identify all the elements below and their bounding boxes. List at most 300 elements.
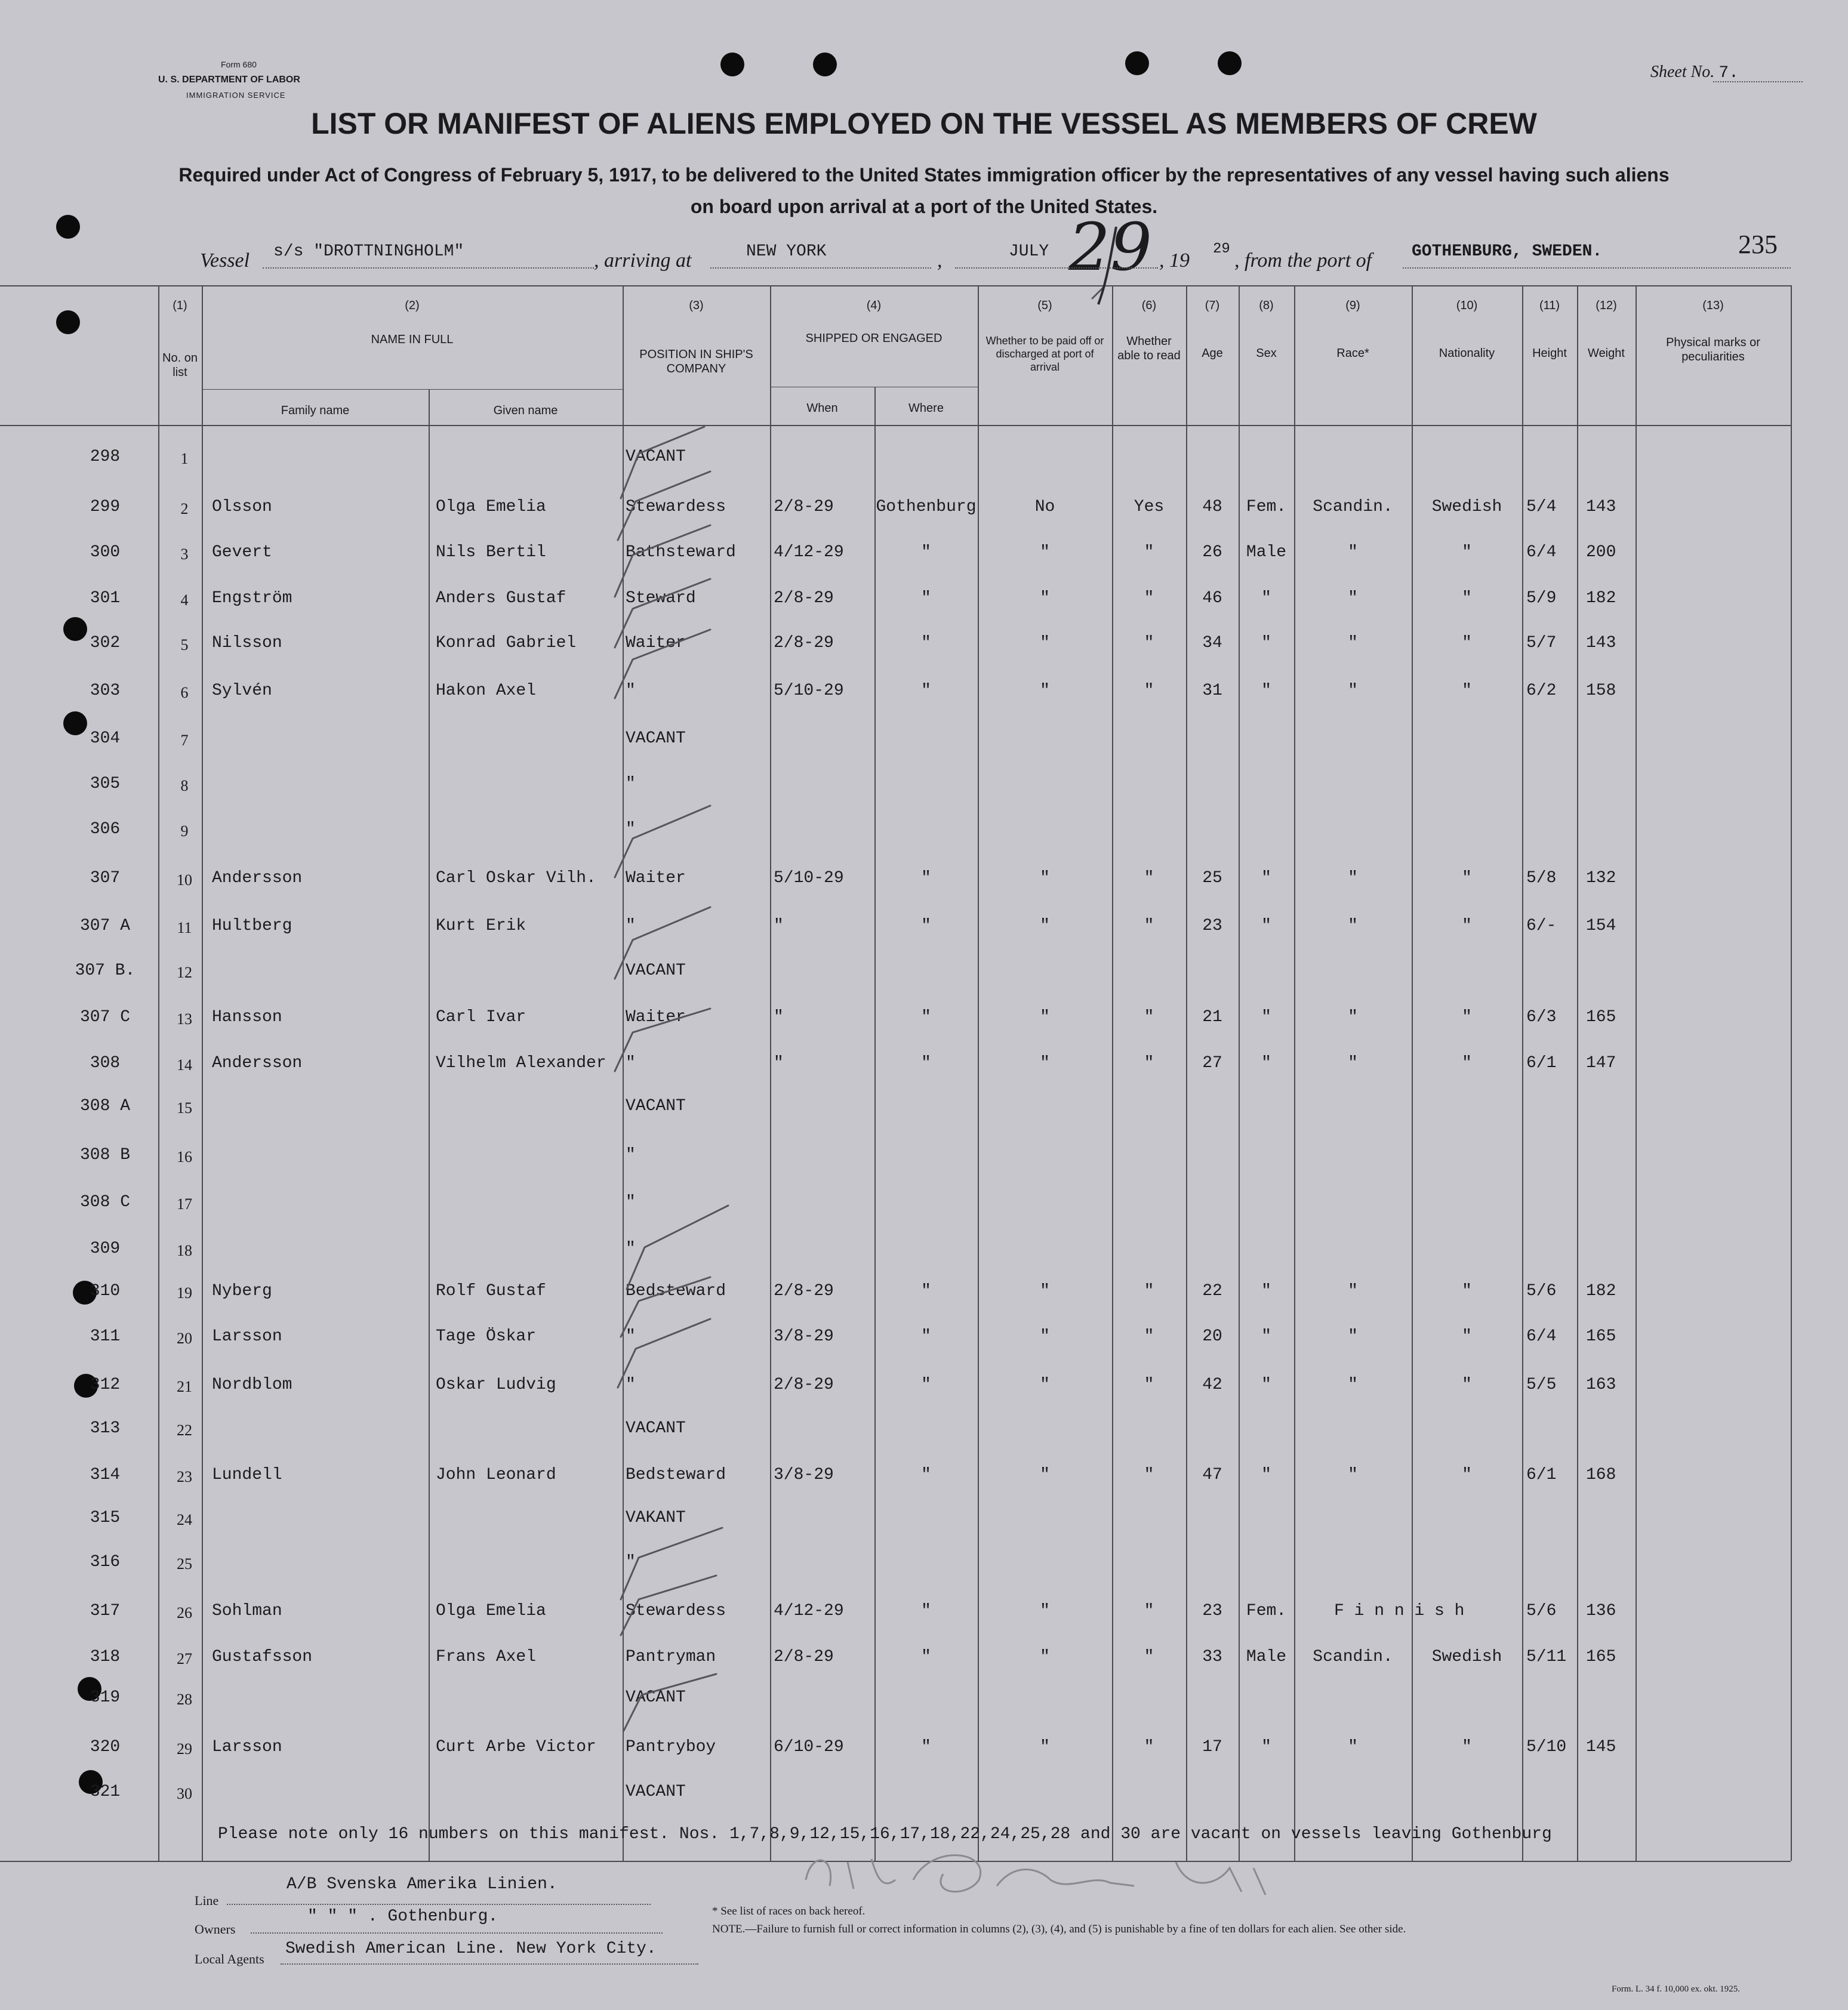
serial-number: 303	[90, 682, 121, 700]
position: "	[626, 1240, 636, 1258]
given-name: Curt Arbe Victor	[436, 1738, 596, 1756]
position: "	[626, 917, 636, 935]
list-number: 23	[177, 1468, 192, 1485]
age: 22	[1202, 1282, 1222, 1300]
given-name: Tage Öskar	[436, 1327, 537, 1346]
paid-off: "	[1040, 869, 1050, 887]
serial-number: 311	[90, 1327, 121, 1346]
height: 5/7	[1526, 634, 1557, 652]
serial-number: 320	[90, 1738, 121, 1756]
shipped-where: "	[921, 1327, 931, 1346]
height: 5/11	[1526, 1648, 1567, 1666]
col-where: Where	[908, 402, 944, 415]
col-when: When	[806, 402, 838, 415]
serial-number: 308 A	[79, 1097, 130, 1115]
list-number: 20	[177, 1330, 192, 1347]
col-shipped-engaged: SHIPPED OR ENGAGED	[805, 332, 943, 345]
shipped-where: "	[921, 634, 931, 652]
shipped-where: "	[921, 1376, 931, 1394]
list-number: 12	[177, 964, 192, 981]
list-number: 8	[180, 777, 189, 794]
col-weight: Weight	[1588, 347, 1625, 360]
list-number: 7	[180, 732, 189, 749]
list-number: 29	[177, 1740, 192, 1758]
vessel-label: Vessel	[200, 249, 250, 272]
given-name: Kurt Erik	[436, 917, 526, 935]
shipped-when: 2/8-29	[774, 1648, 834, 1666]
weight: 147	[1586, 1054, 1616, 1072]
col12-number: (12)	[1596, 299, 1617, 312]
serial-number: 308	[90, 1054, 121, 1072]
able-to-read: "	[1144, 1008, 1154, 1026]
height: 6/1	[1526, 1466, 1557, 1484]
pencil-check	[615, 579, 710, 648]
paid-off: "	[1040, 1327, 1050, 1346]
list-number: 24	[177, 1511, 192, 1528]
family-name: Andersson	[212, 869, 303, 887]
sex: "	[1261, 682, 1271, 700]
family-name: Nyberg	[212, 1282, 272, 1300]
age: 48	[1202, 498, 1222, 516]
nationality: "	[1462, 1054, 1472, 1072]
nationality: "	[1462, 543, 1472, 562]
col9-number: (9)	[1345, 299, 1360, 312]
paid-off: "	[1040, 1466, 1050, 1484]
sex: "	[1261, 1054, 1271, 1072]
serial-number: 312	[90, 1376, 121, 1394]
height: 6/2	[1526, 682, 1557, 700]
list-number: 6	[180, 684, 189, 701]
serial-number: 306	[90, 820, 121, 838]
shipped-when: 5/10-29	[774, 869, 844, 887]
paid-off: "	[1040, 1376, 1050, 1394]
sex: "	[1261, 869, 1271, 887]
sex: "	[1261, 1376, 1271, 1394]
position: Stewardess	[626, 498, 726, 516]
position: VACANT	[626, 1688, 686, 1707]
position: "	[626, 1376, 636, 1394]
sex: "	[1261, 1008, 1271, 1026]
height: 6/1	[1526, 1054, 1557, 1072]
weight: 132	[1586, 869, 1616, 887]
position: VACANT	[626, 1419, 686, 1438]
race: "	[1348, 1054, 1358, 1072]
list-number: 16	[177, 1148, 192, 1166]
position: "	[626, 1553, 636, 1571]
given-name: John Leonard	[436, 1466, 556, 1484]
position: Waiter	[626, 869, 686, 887]
sex: "	[1261, 1738, 1271, 1756]
able-to-read: "	[1144, 1738, 1154, 1756]
given-name: Carl Oskar Vilh.	[436, 869, 596, 887]
col-name-in-full: NAME IN FULL	[371, 333, 454, 346]
serial-number: 307 C	[79, 1008, 130, 1026]
height: 5/5	[1526, 1376, 1557, 1394]
shipped-when: 3/8-29	[774, 1327, 834, 1346]
race: F i n n i s h	[1334, 1602, 1465, 1620]
able-to-read: "	[1144, 1602, 1154, 1620]
shipped-where: "	[921, 682, 931, 700]
serial-number: 321	[90, 1783, 121, 1801]
given-name: Hakon Axel	[436, 682, 537, 700]
serial-number: 317	[90, 1602, 121, 1620]
col10-number: (10)	[1456, 299, 1478, 312]
given-name: Rolf Gustaf	[436, 1282, 546, 1300]
weight: 182	[1586, 589, 1616, 608]
serial-number: 301	[90, 589, 121, 608]
arrival-month: JULY	[1009, 242, 1049, 261]
sex: Male	[1246, 543, 1287, 562]
vacancy-note: Please note only 16 numbers on this manifest. Nos. 1,7,8,9,12,15,16,17,18,22,24,25,28 and 30 are vacant on vessels leaving Gothenburg	[218, 1825, 1552, 1843]
pencil-check	[621, 427, 704, 498]
line-value: A/B Svenska Amerika Linien.	[287, 1875, 558, 1894]
paid-off: "	[1040, 917, 1050, 935]
race: "	[1348, 1282, 1358, 1300]
able-to-read: "	[1144, 869, 1154, 887]
pencil-check	[621, 1576, 716, 1635]
given-name: Anders Gustaf	[436, 589, 566, 608]
races-note: * See list of races on back hereof.	[712, 1905, 866, 1917]
shipped-when: "	[774, 1054, 784, 1072]
serial-number: 318	[90, 1648, 121, 1666]
paid-off: "	[1040, 543, 1050, 562]
col-sex: Sex	[1256, 347, 1277, 360]
list-number: 14	[177, 1056, 192, 1074]
list-number: 18	[177, 1242, 192, 1259]
age: 26	[1202, 543, 1222, 562]
serial-number: 299	[90, 498, 121, 516]
shipped-where: "	[921, 1648, 931, 1666]
race: "	[1348, 589, 1358, 608]
race: "	[1348, 543, 1358, 562]
agents-label: Local Agents	[195, 1952, 264, 1966]
position: Waiter	[626, 634, 686, 652]
col2-number: (2)	[405, 299, 420, 312]
weight: 158	[1586, 682, 1616, 700]
list-number: 19	[177, 1284, 192, 1302]
family-name: Sohlman	[212, 1602, 282, 1620]
race: "	[1348, 1466, 1358, 1484]
position: Steward	[626, 589, 696, 608]
given-name: Konrad Gabriel	[436, 634, 577, 652]
pencil-check	[615, 1009, 710, 1071]
position: "	[626, 682, 636, 700]
shipped-when: 4/12-29	[774, 543, 844, 562]
given-name: Olga Emelia	[436, 498, 546, 516]
sex: Male	[1246, 1648, 1287, 1666]
list-number: 2	[180, 500, 189, 517]
weight: 163	[1586, 1376, 1616, 1394]
serial-number: 319	[90, 1688, 121, 1707]
age: 17	[1202, 1738, 1222, 1756]
given-name: Carl Ivar	[436, 1008, 526, 1026]
from-label: , from the port of	[1234, 249, 1372, 272]
race: "	[1348, 869, 1358, 887]
nationality: "	[1462, 634, 1472, 652]
col-no-on-list: No. on list	[162, 352, 198, 379]
sheet-value: 7.	[1718, 64, 1739, 82]
serial-number: 300	[90, 543, 121, 562]
race: "	[1348, 634, 1358, 652]
position: Bedsteward	[626, 1466, 726, 1484]
sex: "	[1261, 1282, 1271, 1300]
position: Stewardess	[626, 1602, 726, 1620]
position: VACANT	[626, 729, 686, 748]
position: Waiter	[626, 1008, 686, 1026]
position: "	[626, 775, 636, 793]
shipped-when: 2/8-29	[774, 1376, 834, 1394]
position: "	[626, 1146, 636, 1164]
sex: "	[1261, 1466, 1271, 1484]
serial-number: 310	[90, 1282, 121, 1300]
family-name: Gustafsson	[212, 1648, 313, 1666]
family-name: Andersson	[212, 1054, 303, 1072]
col-given-name: Given name	[493, 404, 558, 417]
serial-number: 302	[90, 634, 121, 652]
pencil-check	[618, 1319, 710, 1388]
family-name: Sylvén	[212, 682, 272, 700]
col-age: Age	[1202, 347, 1223, 360]
pencil-check	[624, 1674, 716, 1731]
page-number: 235	[1738, 230, 1778, 259]
sex: Fem.	[1246, 498, 1287, 516]
height: 5/6	[1526, 1602, 1557, 1620]
shipped-when: 2/8-29	[774, 634, 834, 652]
age: 27	[1202, 1054, 1222, 1072]
position: VACANT	[626, 961, 686, 980]
paid-off: "	[1040, 1282, 1050, 1300]
given-name: Nils Bertil	[436, 543, 546, 562]
race: "	[1348, 682, 1358, 700]
height: 6/3	[1526, 1008, 1557, 1026]
col4-number: (4)	[866, 299, 882, 312]
nationality: "	[1462, 1376, 1472, 1394]
age: 23	[1202, 917, 1222, 935]
race: "	[1348, 1327, 1358, 1346]
height: 5/9	[1526, 589, 1557, 608]
list-number: 15	[177, 1099, 192, 1117]
able-to-read: "	[1144, 589, 1154, 608]
shipped-where: "	[921, 1282, 931, 1300]
paid-off: No	[1034, 498, 1055, 516]
arrival-day: 29	[1068, 209, 1152, 285]
nationality: "	[1462, 1008, 1472, 1026]
position: Bathsteward	[626, 543, 736, 562]
position: VACANT	[626, 1783, 686, 1801]
col-paid-off: Whether to be paid off or discharged at port of arrival	[985, 335, 1104, 373]
family-name: Hansson	[212, 1008, 282, 1026]
serial-number: 305	[90, 775, 121, 793]
position: VACANT	[626, 448, 686, 466]
able-to-read: "	[1144, 1054, 1154, 1072]
list-number: 28	[177, 1691, 192, 1708]
list-number: 27	[177, 1650, 192, 1667]
weight: 168	[1586, 1466, 1616, 1484]
shipped-when: 6/10-29	[774, 1738, 844, 1756]
list-number: 30	[177, 1785, 192, 1802]
paid-off: "	[1040, 1648, 1050, 1666]
serial-number: 298	[90, 448, 121, 466]
height: 6/4	[1526, 1327, 1557, 1346]
col-height: Height	[1532, 347, 1567, 360]
list-number: 26	[177, 1604, 192, 1621]
nationality: "	[1462, 1282, 1472, 1300]
age: 47	[1202, 1466, 1222, 1484]
from-port: GOTHENBURG, SWEDEN.	[1412, 242, 1603, 261]
signature	[806, 1855, 1265, 1895]
weight: 136	[1586, 1602, 1616, 1620]
given-name: Vilhelm Alexander	[436, 1054, 606, 1072]
position: VAKANT	[626, 1509, 686, 1527]
race: Scandin.	[1313, 498, 1393, 516]
fine-note: NOTE.—Failure to furnish full or correct information in columns (2), (3), (4), and (5) is punishable by a fine of ten dollars for each alien. See other side.	[712, 1923, 1406, 1935]
owners-label: Owners	[195, 1922, 236, 1937]
age: 25	[1202, 869, 1222, 887]
serial-number: 308 C	[79, 1193, 130, 1211]
department-name: U. S. DEPARTMENT OF LABOR	[158, 75, 300, 85]
able-to-read: "	[1144, 1282, 1154, 1300]
nationality: "	[1462, 1738, 1472, 1756]
age: 33	[1202, 1648, 1222, 1666]
col-position: POSITION IN SHIP'S COMPANY	[639, 348, 753, 375]
arrival-port: NEW YORK	[746, 242, 827, 261]
weight: 165	[1586, 1327, 1616, 1346]
pencil-check	[615, 907, 710, 979]
race: "	[1348, 1376, 1358, 1394]
sex: "	[1261, 634, 1271, 652]
weight: 165	[1586, 1648, 1616, 1666]
age: 21	[1202, 1008, 1222, 1026]
family-name: Lundell	[212, 1466, 282, 1484]
owners-value: " " " . Gothenburg.	[307, 1907, 498, 1926]
form-number: Form 680	[221, 60, 257, 69]
pencil-check	[615, 525, 710, 597]
shipped-when: 2/8-29	[774, 589, 834, 608]
age: 20	[1202, 1327, 1222, 1346]
weight: 165	[1586, 1008, 1616, 1026]
race: "	[1348, 917, 1358, 935]
family-name: Olsson	[212, 498, 272, 516]
pencil-check	[621, 1277, 710, 1337]
list-number: 9	[180, 822, 189, 840]
family-name: Larsson	[212, 1738, 282, 1756]
able-to-read: "	[1144, 917, 1154, 935]
weight: 200	[1586, 543, 1616, 562]
sex: Fem.	[1246, 1602, 1287, 1620]
nationality: "	[1462, 1327, 1472, 1346]
able-to-read: "	[1144, 1327, 1154, 1346]
shipped-when: 2/8-29	[774, 1282, 834, 1300]
serial-number: 307	[90, 869, 121, 887]
nationality: "	[1462, 1466, 1472, 1484]
given-name: Olga Emelia	[436, 1602, 546, 1620]
position: "	[626, 1054, 636, 1072]
col11-number: (11)	[1539, 299, 1560, 312]
col-family-name: Family name	[281, 404, 350, 417]
shipped-when: 5/10-29	[774, 682, 844, 700]
serial-number: 316	[90, 1553, 121, 1571]
col-nationality: Nationality	[1439, 347, 1495, 360]
list-number: 13	[177, 1010, 192, 1028]
position: VACANT	[626, 1097, 686, 1115]
list-number: 1	[180, 450, 189, 467]
height: 5/6	[1526, 1282, 1557, 1300]
height: 5/8	[1526, 869, 1557, 887]
serial-number: 307 A	[79, 917, 130, 935]
able-to-read: "	[1144, 1376, 1154, 1394]
nationality: "	[1462, 682, 1472, 700]
family-name: Hultberg	[212, 917, 292, 935]
weight: 143	[1586, 498, 1616, 516]
height: 6/4	[1526, 543, 1557, 562]
print-info: Form. L. 34 f. 10,000 ex. okt. 1925.	[1612, 1984, 1740, 1994]
col3-number: (3)	[689, 299, 704, 312]
position: Bedsteward	[626, 1282, 726, 1300]
serial-number: 309	[90, 1240, 121, 1258]
height: 5/4	[1526, 498, 1557, 516]
family-name: Nilsson	[212, 634, 282, 652]
pencil-check	[615, 630, 710, 698]
weight: 145	[1586, 1738, 1616, 1756]
serial-number: 315	[90, 1509, 121, 1527]
shipped-where: "	[921, 917, 931, 935]
shipped-where: "	[921, 1602, 931, 1620]
shipped-where: "	[921, 1738, 931, 1756]
shipped-when: 4/12-29	[774, 1602, 844, 1620]
weight: 182	[1586, 1282, 1616, 1300]
able-to-read: "	[1144, 634, 1154, 652]
given-name: Frans Axel	[436, 1648, 537, 1666]
list-number: 10	[177, 871, 192, 889]
position: Pantryman	[626, 1648, 716, 1666]
paid-off: "	[1040, 589, 1050, 608]
serial-number: 313	[90, 1419, 121, 1438]
age: 46	[1202, 589, 1222, 608]
able-to-read: Yes	[1134, 498, 1165, 516]
age: 31	[1202, 682, 1222, 700]
age: 34	[1202, 634, 1222, 652]
shipped-when: "	[774, 1008, 784, 1026]
nationality: "	[1462, 869, 1472, 887]
weight: 143	[1586, 634, 1616, 652]
able-to-read: "	[1144, 682, 1154, 700]
shipped-when: 3/8-29	[774, 1466, 834, 1484]
col8-number: (8)	[1259, 299, 1274, 312]
col-physical-marks: Physical marks or peculiarities	[1666, 336, 1760, 363]
nationality: Swedish	[1431, 498, 1502, 516]
year-suffix: 29	[1213, 241, 1230, 257]
given-name: Oskar Ludvig	[436, 1376, 556, 1394]
shipped-where: Gothenburg	[876, 498, 977, 516]
paid-off: "	[1040, 634, 1050, 652]
nationality: Swedish	[1431, 1648, 1502, 1666]
paid-off: "	[1040, 682, 1050, 700]
sex: "	[1261, 917, 1271, 935]
list-number: 3	[180, 545, 189, 563]
family-name: Engström	[212, 589, 292, 608]
manifest-page: Form 680 U. S. DEPARTMENT OF LABOR IMMIGRATION SERVICE Sheet No. 7. LIST OR MANIFEST OF ALIENS EMPLOYED ON THE VESSEL AS MEMBERS OF CREW Required under Act of Congress of February 5, 1917, to be delivered to the United States immigration officer by the representatives of any vessel having such aliens on board upon arrival at a port of the United States. Vessel s/s "DROTTNINGHOLM" , arriving at NEW YORK , JULY 29 , 19 29 , from the port of GOTHENBURG, SWEDEN. 235 (1) No. on list (2) NAME IN FULL Family name Given name (3) POSITION IN SHIP'S COMPANY (4) SHIPPED OR ENGAGED When Where (5) Whether to be paid off or discharged at port of arrival (6) Whether able to read (7) Age (8) Sex (9) Race* (10) Nationality (11) Height (12) Weight (13) Physical marks or peculiarities 298 1 VACANT 299 2 Olsson Olga Emelia Stewardess 2/8-29 Gothenburg No Yes 48 Fem. Scandin. Swedish 5/4 143 300 3 Gevert Nils Bertil Bathsteward 4/12-29 " " " 26 Male " " 6/4 200 301 4 Engström Anders Gustaf Steward 2/8-29 " " " 46 " " " 5/9 182 302 5 Nilsson Konrad Gabriel Waiter 2/8-29 " " " 34 " " " 5/7 143 303 6 Sylvén Hakon Axel " 5/10-29 " " " 31 " " " 6/2 158 304 7 VACANT 305 8 " 306 9 " 307 10 Andersson Carl Oskar Vilh. Waiter 5/10-29 " " " 25 " " " 5/8 132 307 A 11 Hultberg Kurt Erik " " " " " 23 " " " 6/- 154 307 B. 12 VACANT 307 C 13 Hansson Carl Ivar Waiter " " " " 21 " " " 6/3 165 308 14 Andersson Vilhelm Alexander " " " " " 27 " " " 6/1 147 308 A 15 VACANT 308 B 16 " 308 C 17 " 309 18 " 310 19 Nyberg Rolf Gustaf Bedsteward 2/8-29 " " " 22 " " " 5/6 182 311 20 Larsson Tage Öskar " 3/8-29 " " " 20 " " " 6/4 165 312 21 Nordblom Oskar Ludvig " 2/8-29 " " " 42 " " " 5/5 163 313 22 VACANT 314 23 Lundell John Leonard Bedsteward 3/8-29 " " " 47 " " " 6/1 168 315 24 VAKANT 316 25 " 317 26 Sohlman Olga Emelia Stewardess 4/12-29 " " " 23 Fem. F i n n i s h 5/6 136 318 27 Gustafsson Frans Axel Pantryman 2/8-29 " " " 33 Male Scandin. Swedish 5/11 165 319 28 VACANT 320 29 Larsson Curt Arbe Victor Pantryboy 6/10-29 " " " 17 " " " 5/10 145 321 30 VACANT Please note only 16 numbers on this manifest. Nos. 1,7,8,9,12,15,16,17,18,22,24,25,28 and 30 are vacant on vessels leaving Gothenburg Line A/B Svenska Amerika Linien. Owners " " " . Gothenburg. Local Agents Swedish American Line. New York City. * See list of races on back hereof. NOTE.—Failure to furnish full or correct information in columns (2), (3), (4), and (5) is punishable by a fine of ten dollars for each alien. See other side. Form. L. 34 f. 10,000 ex. okt. 1925.	[0, 0, 1848, 2010]
arriving-label: , arriving at	[594, 249, 692, 272]
shipped-when: 2/8-29	[774, 498, 834, 516]
paid-off: "	[1040, 1054, 1050, 1072]
nationality: "	[1462, 589, 1472, 608]
able-to-read: "	[1144, 1466, 1154, 1484]
list-number: 22	[177, 1422, 192, 1439]
pencil-check	[615, 806, 710, 877]
family-name: Nordblom	[212, 1376, 292, 1394]
nationality: "	[1462, 917, 1472, 935]
vessel-name: s/s "DROTTNINGHOLM"	[273, 242, 464, 261]
